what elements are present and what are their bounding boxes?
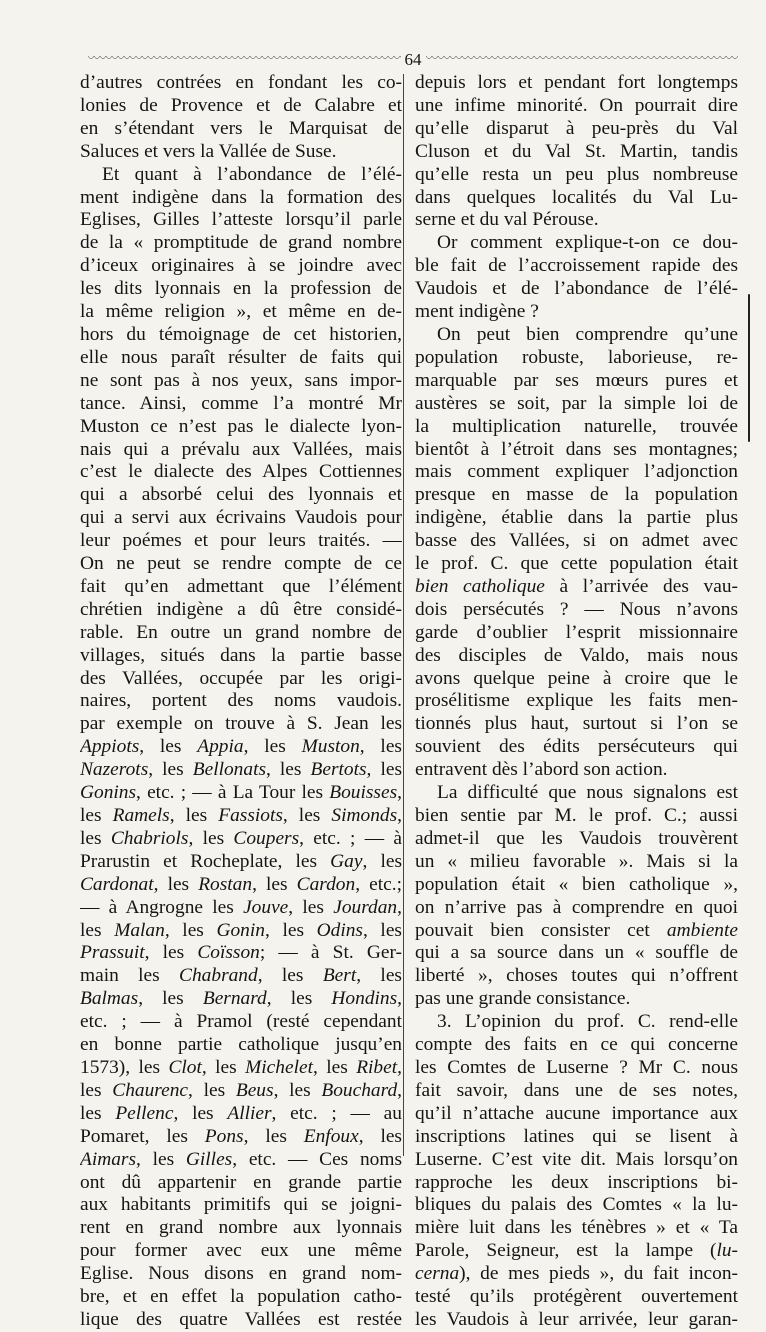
text-line: rable. En outre un grand nombre de	[80, 621, 402, 643]
text-line: dans quelques localités du Val Lu-	[415, 186, 738, 208]
right-column	[415, 72, 738, 1332]
text-line: d’iceux originaires à se joindre avec	[80, 255, 402, 277]
text-line: qu’il n’attache aucune importance aux	[415, 1102, 738, 1124]
text-line: en bonne partie catholique jusqu’en	[80, 1034, 402, 1056]
text-line: villages, situés dans la partie basse	[80, 644, 402, 666]
text-line: un « milieu favorable ». Mais si la	[415, 850, 738, 872]
text-line: liberté », choses toutes qui n’offrent	[415, 965, 738, 987]
text-line: indigène, établie dans la partie plus	[415, 507, 738, 529]
text-line: dois persécutés ? — Nous n’avons	[415, 598, 738, 620]
text-line: nais qui a prévalu aux Vallées, mais	[80, 438, 402, 460]
text-line: Et quant à l’abondance de l’élé-	[102, 163, 402, 185]
text-line: bien sentie par M. le prof. C.; aussi	[415, 805, 738, 826]
text-line: les Vaudois à leur arrivée, leur garan-	[415, 1308, 738, 1330]
text-line: la même religion », et même en de-	[80, 301, 402, 323]
text-line: austères se soit, par la simple loi de	[415, 392, 738, 414]
text-line: ne sont pas à nos yeux, sans impor-	[80, 369, 402, 391]
text-line: etc. ; — à Pramol (resté cependant	[80, 1011, 402, 1033]
text-line: bre, et en effet la population catho-	[80, 1286, 402, 1308]
page-header	[88, 48, 738, 70]
text-line: lonies de Provence et de Calabre et	[80, 94, 402, 116]
text-line: on n’arrive pas à comprendre en quoi	[415, 896, 738, 918]
text-line: marquable par ses mœurs pures et	[415, 369, 738, 391]
text-line: des Vallées, occupée par les origi-	[80, 667, 402, 689]
text-line: On peut bien comprendre qu’une	[437, 323, 738, 345]
text-line: bientôt à l’étroit dans ses montagnes;	[415, 438, 738, 460]
text-line: Saluces et vers la Vallée de Suse.	[80, 140, 337, 162]
text-line: Appiots, les Appia, les Muston, les	[80, 736, 402, 758]
text-line: Prarustin et Rocheplate, les Gay, les	[80, 850, 402, 872]
text-line: Cardonat, les Rostan, les Cardon, etc.;	[80, 873, 402, 895]
text-line: le prof. C. que cette population était	[415, 553, 738, 575]
text-line: les Chaurenc, les Beus, les Bouchard,	[80, 1079, 402, 1101]
text-line: ont dû appartenir en grande partie	[80, 1171, 402, 1193]
text-line: cerna), de mes pieds », du fait incon-	[415, 1263, 738, 1285]
text-line: fait savoir, dans une de ses notes,	[415, 1079, 738, 1101]
text-line: On ne peut se rendre compte de ce	[80, 553, 402, 575]
text-line: qui a absorbé celui des lyonnais et	[80, 484, 402, 506]
text-line: les Comtes de Luserne ? Mr C. nous	[415, 1056, 738, 1078]
text-line: la multiplication naturelle, trouvée	[415, 415, 738, 437]
text-line: les dits lyonnais en la profession de	[80, 278, 402, 300]
text-line: qui a sa source dans un « souffle de	[415, 942, 738, 964]
text-line: rent en grand nombre aux lyonnais	[80, 1217, 402, 1239]
text-line: — à Angrogne les Jouve, les Jourdan,	[80, 896, 402, 918]
text-line: les Pellenc, les Allier, etc. ; — au	[80, 1102, 402, 1124]
text-line: des disciples de Valdo, mais nous	[415, 644, 738, 666]
text-line: population était « bien catholique »,	[415, 873, 738, 895]
text-line: inscriptions latines qui se lisent à	[415, 1125, 738, 1147]
text-line: lique des quatre Vallées est restée	[80, 1308, 402, 1330]
text-line: aux habitants primitifs qui se joigni-	[80, 1194, 402, 1216]
text-line: avons quelque peine à croire que le	[415, 667, 738, 689]
text-line: Muston ce n’est pas le dialecte lyon-	[80, 415, 402, 437]
text-line: testé qu’ils protégèrent ouvertement	[415, 1286, 738, 1308]
text-line: ment indigène ?	[415, 301, 539, 323]
text-line: pour former avec eux une même	[80, 1240, 402, 1262]
text-line: bien catholique à l’arrivée des vau-	[415, 575, 738, 597]
text-line: Pomaret, les Pons, les Enfoux, les	[80, 1125, 402, 1147]
text-line: basse des Vallées, si on admet avec	[415, 530, 738, 552]
text-line: population robuste, laborieuse, re-	[415, 346, 738, 368]
text-line: 3. L’opinion du prof. C. rend-elle	[437, 1011, 738, 1033]
text-line: mais comment expliquer l’adjonction	[415, 461, 738, 483]
text-line: qu’elle resta un peu plus nombreuse	[415, 163, 738, 185]
text-line: chrétien indigène a dû être considé-	[80, 598, 402, 620]
text-line: tance. Ainsi, comme l’a montré Mr	[80, 392, 402, 414]
text-line: tionnés plus haut, surtout si l’on se	[415, 713, 738, 735]
text-line: qui a servi aux écrivains Vaudois pour	[80, 507, 402, 529]
text-line: Vaudois et de l’abondance de l’élé-	[415, 278, 738, 300]
text-line: hors du témoignage de cet historien,	[80, 323, 402, 345]
text-line: une infime minorité. On pourrait dire	[415, 94, 738, 116]
margin-mark	[748, 294, 750, 442]
text-line: les Malan, les Gonin, les Odins, les	[80, 919, 402, 941]
text-line: les Ramels, les Fassiots, les Simonds,	[80, 805, 402, 826]
text-line: d’autres contrées en fondant les co-	[80, 72, 402, 93]
text-line: Prassuit, les Coïsson; — à St. Ger-	[80, 942, 402, 964]
text-line: Luserne. C’est vite dit. Mais lorsqu’on	[415, 1148, 738, 1170]
text-line: les Chabriols, les Coupers, etc. ; — à	[80, 827, 402, 849]
text-line: souvient des édits persécuteurs qui	[415, 736, 738, 758]
text-line: Eglise. Nous disons en grand nom-	[80, 1263, 402, 1285]
text-line: Gonins, etc. ; — à La Tour les Bouisses,	[80, 782, 402, 804]
text-line: Aimars, les Gilles, etc. — Ces noms	[80, 1148, 402, 1170]
text-line: c’est le dialecte des Alpes Cottiennes	[80, 461, 402, 483]
text-line: depuis lors et pendant fort longtemps	[415, 72, 738, 93]
text-line: elle nous paraît résulter de faits qui	[80, 346, 402, 368]
text-line: main les Chabrand, les Bert, les	[80, 965, 402, 987]
text-line: de la « promptitude de grand nombre	[80, 232, 402, 254]
text-line: 1573), les Clot, les Michelet, les Ribet,	[80, 1056, 402, 1078]
text-line: mière luit dans les ténèbres » et « Ta	[415, 1217, 738, 1239]
text-line: pouvait bien consister cet ambiente	[415, 919, 738, 941]
text-line: ble fait de l’accroissement rapide des	[415, 255, 738, 277]
text-line: prosélitisme explique les faits men-	[415, 690, 738, 712]
header-ornament-right	[426, 56, 739, 62]
text-line: garde d’oublier l’esprit missionnaire	[415, 621, 738, 643]
text-line: compte des faits en ce qui concerne	[415, 1034, 738, 1056]
text-line: Eglises, Gilles l’atteste lorsqu’il parle	[80, 209, 402, 231]
text-line: pas une grande consistance.	[415, 988, 631, 1010]
text-line: La difficulté que nous signalons est	[437, 782, 738, 804]
text-line: Balmas, les Bernard, les Hondins,	[80, 988, 402, 1010]
left-column	[80, 72, 402, 1332]
text-line: admet-il que les Vaudois trouvèrent	[415, 827, 738, 849]
text-line: qu’elle disparut à peu-près du Val	[415, 117, 738, 139]
page-number: 64	[404, 49, 422, 69]
text-line: Parole, Seigneur, est la lampe (lu-	[415, 1240, 738, 1262]
text-line: leur poémes et pour leurs traités. —	[80, 530, 402, 552]
text-line: presque en masse de la population	[415, 484, 738, 506]
text-line: Cluson et du Val St. Martin, tandis	[415, 140, 738, 162]
text-line: fait qu’en admettant que l’élément	[80, 575, 402, 597]
text-line: rapproche les deux inscriptions bi-	[415, 1171, 738, 1193]
text-line: Or comment explique-t-on ce dou-	[437, 232, 738, 254]
text-line: par exemple on trouve à S. Jean les	[80, 713, 402, 735]
text-line: naires, portent des noms vaudois.	[80, 690, 402, 712]
text-line: entravent dès l’abord son action.	[415, 759, 668, 781]
column-divider	[403, 74, 404, 1156]
text-line: bliques du palais des Comtes « la lu-	[415, 1194, 738, 1216]
text-line: Nazerots, les Bellonats, les Bertots, les	[80, 759, 402, 781]
text-line: serne et du val Pérouse.	[415, 209, 599, 231]
text-line: en s’étendant vers le Marquisat de	[80, 117, 402, 139]
text-line: ment indigène dans la formation des	[80, 186, 402, 208]
header-ornament-left	[88, 56, 401, 62]
